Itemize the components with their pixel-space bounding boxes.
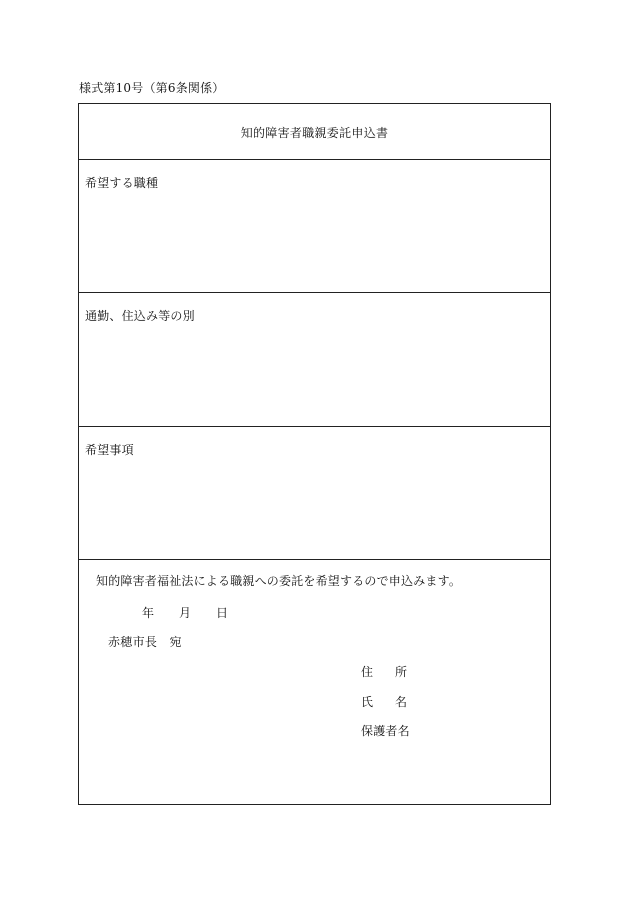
- desired-job-entry-area[interactable]: [85, 196, 544, 284]
- form-title: 知的障害者職親委託申込書: [240, 126, 389, 140]
- title-row: [79, 104, 550, 160]
- name-label-2: 名: [395, 695, 408, 709]
- date-year-label: 年: [142, 606, 155, 620]
- address-label-2: 所: [395, 665, 408, 679]
- requests-label: 希望事項: [85, 443, 134, 457]
- declaration-row: [79, 560, 550, 806]
- date-line: [142, 606, 228, 620]
- date-day-label: 日: [216, 606, 229, 620]
- declaration-statement: 知的障害者福祉法による職親への委託を希望するので申込みます。: [96, 574, 462, 588]
- form-number: 様式第10号（第6条関係）: [79, 81, 225, 95]
- requests-row: [79, 427, 550, 560]
- address-line: [361, 665, 407, 679]
- commute-type-entry-area[interactable]: [85, 329, 544, 418]
- commute-type-label: 通勤、住込み等の別: [85, 309, 195, 323]
- addressee: 赤穂市長 宛: [108, 635, 182, 649]
- desired-job-label: 希望する職種: [85, 176, 159, 190]
- name-line: [361, 695, 407, 709]
- guardian-label: 保護者名: [361, 724, 410, 738]
- desired-job-row: [79, 160, 550, 293]
- address-label-1: 住: [361, 665, 374, 679]
- date-month-label: 月: [179, 606, 192, 620]
- application-form-table: [78, 103, 551, 805]
- name-label-1: 氏: [361, 695, 374, 709]
- requests-entry-area[interactable]: [85, 463, 544, 551]
- guardian-line: [361, 724, 410, 738]
- commute-type-row: [79, 293, 550, 427]
